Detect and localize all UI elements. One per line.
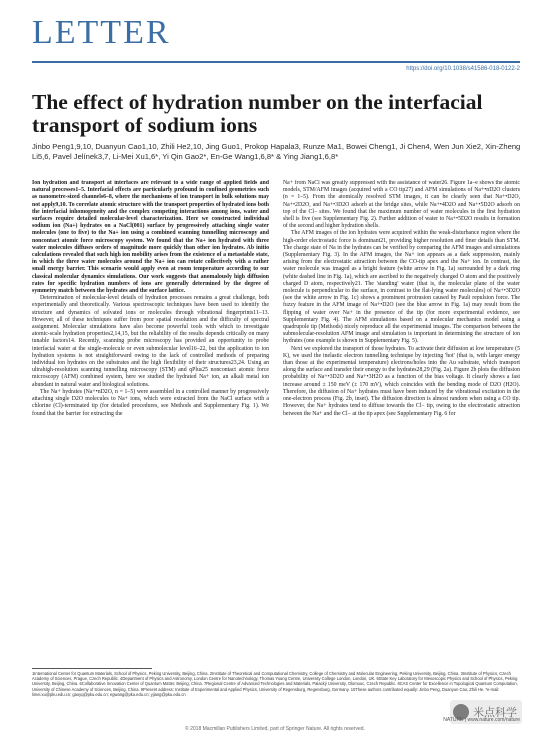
- affiliation-rule: [32, 668, 152, 669]
- doi-link[interactable]: https://doi.org/10.1038/s41586-018-0122-2: [406, 66, 520, 72]
- header-rule: [32, 61, 520, 63]
- affiliations: 1International Center for Quantum Materials, School of Physics, Peking University, Beijing, China. 2Institute of Theoretical and Computational Chemistry, College of Chemistry and Molecular Engineering, Peking University, Beijing, China. 3Institute of Physics, Czech Academy of Sciences, Prague, Czech Republic. 4Department of Physics and Astronomy, London Centre for Nanotechnology, Thomas Young Centre, University College London, London, UK. 5State Key Laboratory for Mesoscopic Physics and School of Physics, Peking University, Beijing, China. 6Collaborative Innovation Center of Quantum Matter, Beijing, China. 7Regional Centre of Advanced Technologies and Materials, Palacký University, Olomouc, Czech Republic. 8CAS Center for Excellence in Topological Quantum Computation, University of Chinese Academy of Sciences, Beijing, China. 9Present address: Institute of Experimental and Applied Physics, University of Regensburg, Regensburg, Germany. 10These authors contributed equally: Jinbo Peng, Duanyun Cao, Zhili He. *e-mail: limei.xu@pku.edu.cn; gaoyq@pku.edu.cn; egwang@pku.edu.cn; yjiang@pku.edu.cn: [32, 671, 518, 697]
- body-paragraph: The AFM images of the ion hydrates were acquired within the weak-disturbance region where the high-order electrostatic force is dominant21, providing higher resolution and finer details than STM. The charge state of Na in the hydrates can be verified by comparing the AFM images and simulations (Supplementary Fig. 3). In the AFM images, the Na+ ion appears as a dark suppression, mainly arising from the electrostatic attraction between the CO-tip apex and the Na+ ion. In contrast, the water molecule was imaged as a bright feature (white arrow in Fig. 1a) surrounded by a dark ring (white dashed line in Fig. 1a), which are ascribed to the negatively charged O atom and the positively charged D atom, respectively21. The 'standing' water (that is, the molecular plane of the water molecule is perpendicular to the surface, in contrast to the flat-lying water molecules) of Na+•3D2O (see the white arrow in Fig. 1c) shows a prominent protrusion caused by Pauli repulsion force. The fuzzy feature in the AFM image of Na+•D2O (see the blue arrow in Fig. 1a) may result from the flipping of water over Na+ in the presence of the tip (for more experimental evidence, see Supplementary Fig. 4). The AFM simulations based on a molecular mechanics model using a quadrupole tip (Methods) nicely reproduce all the experimental images. The comparison between the submolecular-resolution AFM image and simulation is important in determining the structure of ion hydrates (one example is shown in Supplementary Fig. 5).: [283, 230, 520, 345]
- section-label: LETTER: [32, 14, 171, 51]
- article-title: The effect of hydration number on the interfacial transport of sodium ions: [32, 90, 483, 137]
- left-column: [32, 180, 269, 662]
- body-paragraph: Next we explored the transport of those hydrates. To activate their diffusion at low temperature (5 K), we used the inelastic electron tunnelling technique by injecting 'hot' (that is, with larger energy than those at the experimental temperature) electrons/holes into the Au substrate, which transport along the surface and transfer their energy to the hydrates28,29 (Fig. 2a). Figure 2b plots the diffusion probability of Na+•3D2O and Na+•3H2O as a function of the bias voltage. It clearly shows a fast increase around ± 150 meV (± 170 mV), which coincides with the bending mode of D2O (H2O). Therefore, the diffusion of Na+ hydrates must have been induced by the vibrational excitation in the one-electron process (Fig. 2b, inset). The diffusion direction is almost random when using a CO tip. However, the Na+ hydrates tend to diffuse towards the Cl− tip, owing to the electrostatic attraction between the Na+ and the Cl− at the tip apex (see Supplementary Fig. 6 for: [283, 345, 520, 417]
- body-paragraph: Determination of molecular-level details of hydration processes remains a great challenge, both experimentally and theoretically. Various spectroscopic techniques have been used to identify the structure and dynamics of solvated ions or molecules through vibrational fingerprints11–13. However, all of these techniques suffer from poor spatial resolution and the difficulty of spectral assignment. Molecular simulations have also become powerful tools with which to investigate atomic-scale hydration properties2,14,15, but the reliability of the results depends critically on many tunable factors14. Recently, scanning probe microscopy has provided an opportunity to probe interfacial water at the single-molecule or even submolecular level16–22, but the application to ion hydration systems is not straightforward owing to the lack of controlled methods of preparing individual ion hydrates on the substrates and the high flexibility of their structures23,24. Using an ultrahigh-resolution scanning tunnelling microscopy (STM) and qPlus25 noncontact atomic force microscopy (AFM) combined system, here we studied the hydrated Na+ ion, an alkali metal ion abundant in natural water and biological solutions.: [32, 295, 269, 388]
- journal-footer: NATURE | www.nature.com/nature: [443, 717, 520, 723]
- copyright: © 2018 Macmillan Publishers Limited, part of Springer Nature. All rights reserved.: [185, 726, 365, 732]
- body-columns: [32, 180, 520, 662]
- body-paragraph: The Na+ hydrates (Na+•nD2O, n = 1–5) were assembled in a controlled manner by progressively attaching single D2O molecules to Na+ ions, which were extracted from the NaCl surface with a chlorine (Cl)-terminated tip (for detailed procedures, see Methods and Supplementary Fig. 1). We found that the barrier for extracting the: [32, 388, 269, 417]
- watermark-text: 米点科学: [473, 706, 517, 719]
- abstract: Ion hydration and transport at interfaces are relevant to a wide range of applied fields and natural processes1–5. Interfacial effects are particularly profound in confined geometries such as nanometre-sized channels6–8, where the mechanisms of ion transport in bulk solutions may not apply9,10. To correlate atomic structure with the transport properties of hydrated ions both the interfacial inhomogeneity and the complex competing interactions among ions, water and surfaces require detailed molecular-level characterization. Here we constructed individual sodium ion (Na+) hydrates on a NaCl(001) surface by progressively attaching single water molecules (one to five) to the Na+ ion using a combined scanning tunnelling microscopy and noncontact atomic force microscopy system. We found that the Na+ ion hydrated with three water molecules diffuses orders of magnitude more quickly than other ion hydrates. Ab initio calculations revealed that such high ion mobility arises from the existence of a metastable state, in which the three water molecules around the Na+ ion can rotate collectively with a rather small energy barrier. This scenario would apply even at room temperature according to our classical molecular dynamics simulations. Our work suggests that anomalously high diffusion rates for specific hydration numbers of ions are generally determined by the degree of symmetry match between the hydrates and the surface lattice.: [32, 180, 269, 295]
- author-list: Jinbo Peng1,9,10, Duanyun Cao1,10, Zhili He2,10, Jing Guo1, Prokop Hapala3, Runze Ma1, Bowei Cheng1, Ji Chen4, Wen Jun Xie2, Xin-Zheng Li5,6, Pavel Jelínek3,7, Li-Mei Xu1,6*, Yi Qin Gao2*, En-Ge Wang1,6,8* & Ying Jiang1,6,8*: [32, 142, 521, 161]
- right-column: [283, 180, 520, 662]
- body-paragraph: Na+ from NaCl was greatly suppressed with the assistance of water26. Figure 1a–e shows the atomic models, STM/AFM images (acquired with a CO tip27) and AFM simulations of Na+•nD2O clusters (n = 1–5). From the atomically resolved STM images, it can be clearly seen that Na+•D2O, Na+•2D2O, and Na+•3D2O adsorb at the bridge sites, while Na+•4D2O and Na+•5D2O adsorb on top of the Cl− sites. We found that the maximum number of water molecules in the first hydration shell is five (see Supplementary Fig. 2). Further addition of water to Na+•5D2O results in formation of the second and higher hydration shells.: [283, 180, 520, 230]
